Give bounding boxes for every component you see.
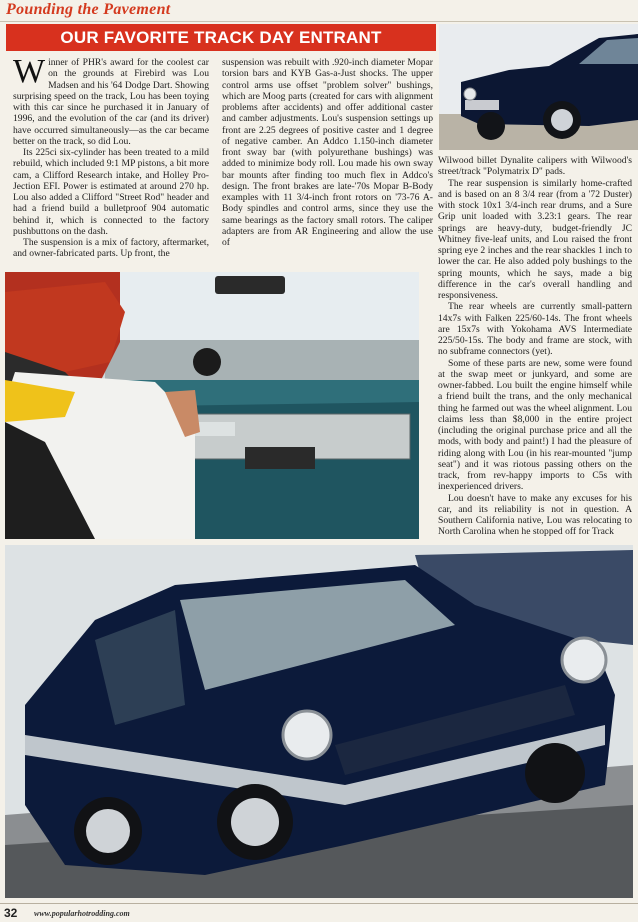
car-on-track-image xyxy=(5,545,633,898)
photo-interior xyxy=(5,272,419,539)
paragraph: The rear wheels are currently small-pattern 14x7s with Falken 225/60-14s. The front wheels are 15x7s with Yokohama AVS Intermediate 225/50-15s. The body and frame are stock, with no subframe connectors (yet). xyxy=(438,301,632,358)
article-column-2 xyxy=(222,57,433,248)
article-banner xyxy=(6,24,436,51)
interior-image xyxy=(5,272,419,539)
article-column-1 xyxy=(13,53,209,260)
article-column-3 xyxy=(438,155,632,538)
paragraph: Wilwood billet Dynalite calipers with Wilwood's street/track "Polymatrix D" pads. xyxy=(438,155,632,178)
car-front-image xyxy=(439,24,638,150)
paragraph: Some of these parts are new, some were found at the swap meet or junkyard, and some are owner-fabbed. Lou built the engine himself while a friend built the trans, and the only mechanical thing he farmed out was the wheel alignment. Lou claims less than $8,000 in the entire project (including the original purchase price and all the mods, with body and paint!) I had the pleasure of riding along with Lou (in his rear-mounted "jump seat") and it was riotous passing others on the track, from rev-happy imports to C5s with inexperienced drivers. xyxy=(438,357,632,493)
paragraph: suspension was rebuilt with .920-inch diameter Mopar torsion bars and KYB Gas-a-Just shocks. The upper control arms use offset "problem solver" bushings, which are Moog parts (created for cars with alignment problems after accidents) and offer additional caster and camber adjustments. Lou's suspension settings up front are 2.25 degrees of positive caster and 1 degree of negative camber. An Addco 1.150-inch diameter front sway bar (with polyurethane bushings) was added to minimize body roll. Lou made his own sway bar mounts after finding too much flex in Addco's design. The front brakes are late-'70s Mopar B-Body examples with 11 3/4-inch front rotors on '73-76 A-Body spindles and control arms, since they use the same bearings as the factory small rotors. The caliper adapters are from AR Engineering and allow the use of xyxy=(222,57,433,248)
photo-car-on-track xyxy=(5,545,633,898)
paragraph: Its 225ci six-cylinder has been treated to a mild rebuild, which included 9:1 MP pistons, a bit more cam, a Clifford Research intake, and Holley Pro-Jection EFI. Power is estimated at around 270 hp. Lou also added a Clifford "Street Rod" header and had a friend build a bulletproof 904 automatic behind it, which is connected to the factory pushbuttons on the dash. xyxy=(13,147,209,237)
paragraph: The suspension is a mix of factory, aftermarket, and owner-fabricated parts. Up front, the xyxy=(13,237,209,260)
header-rule xyxy=(0,21,638,22)
section-title: Pounding the Pavement xyxy=(6,1,171,18)
page-number: 32 xyxy=(4,906,18,920)
footer-url: www.popularhotrodding.com xyxy=(34,909,130,918)
drop-cap: W xyxy=(13,53,46,90)
paragraph: Lou doesn't have to make any excuses for his car, and its reliability is not in question. A Southern California native, Lou was relocating to North Carolina when he stopped off for Track xyxy=(438,492,632,538)
paragraph: inner of PHR's award for the coolest car on the grounds at Firebird was Lou Madsen and his '64 Dodge Dart. Showing surprising speed on the track, Lou has been toying with this car since he purchased it in January of 1996, and the evolution of the car (and its driver) have occurred simultaneously—as the car became better on the track, so did Lou. xyxy=(13,57,209,147)
paragraph: The rear suspension is similarly home-crafted and is based on an 8 3/4 rear (from a '72 Duster) with stock 10x1 3/4-inch rear drums, and a Sure Grip unit loaded with 3.23:1 gears. The rear springs are heavy-duty, budget-friendly JC Whitney five-leaf units, and Lou raised the front spring eye 2 inches and the rear shackles 1 inch to lower the car. He also added poly bushings to the spring mounts, which he says, made a big difference in the car's overall handling and responsiveness. xyxy=(438,177,632,301)
article-headline: OUR FAVORITE TRACK DAY ENTRANT xyxy=(60,27,382,47)
footer-rule xyxy=(0,903,638,904)
photo-car-front xyxy=(439,24,638,150)
